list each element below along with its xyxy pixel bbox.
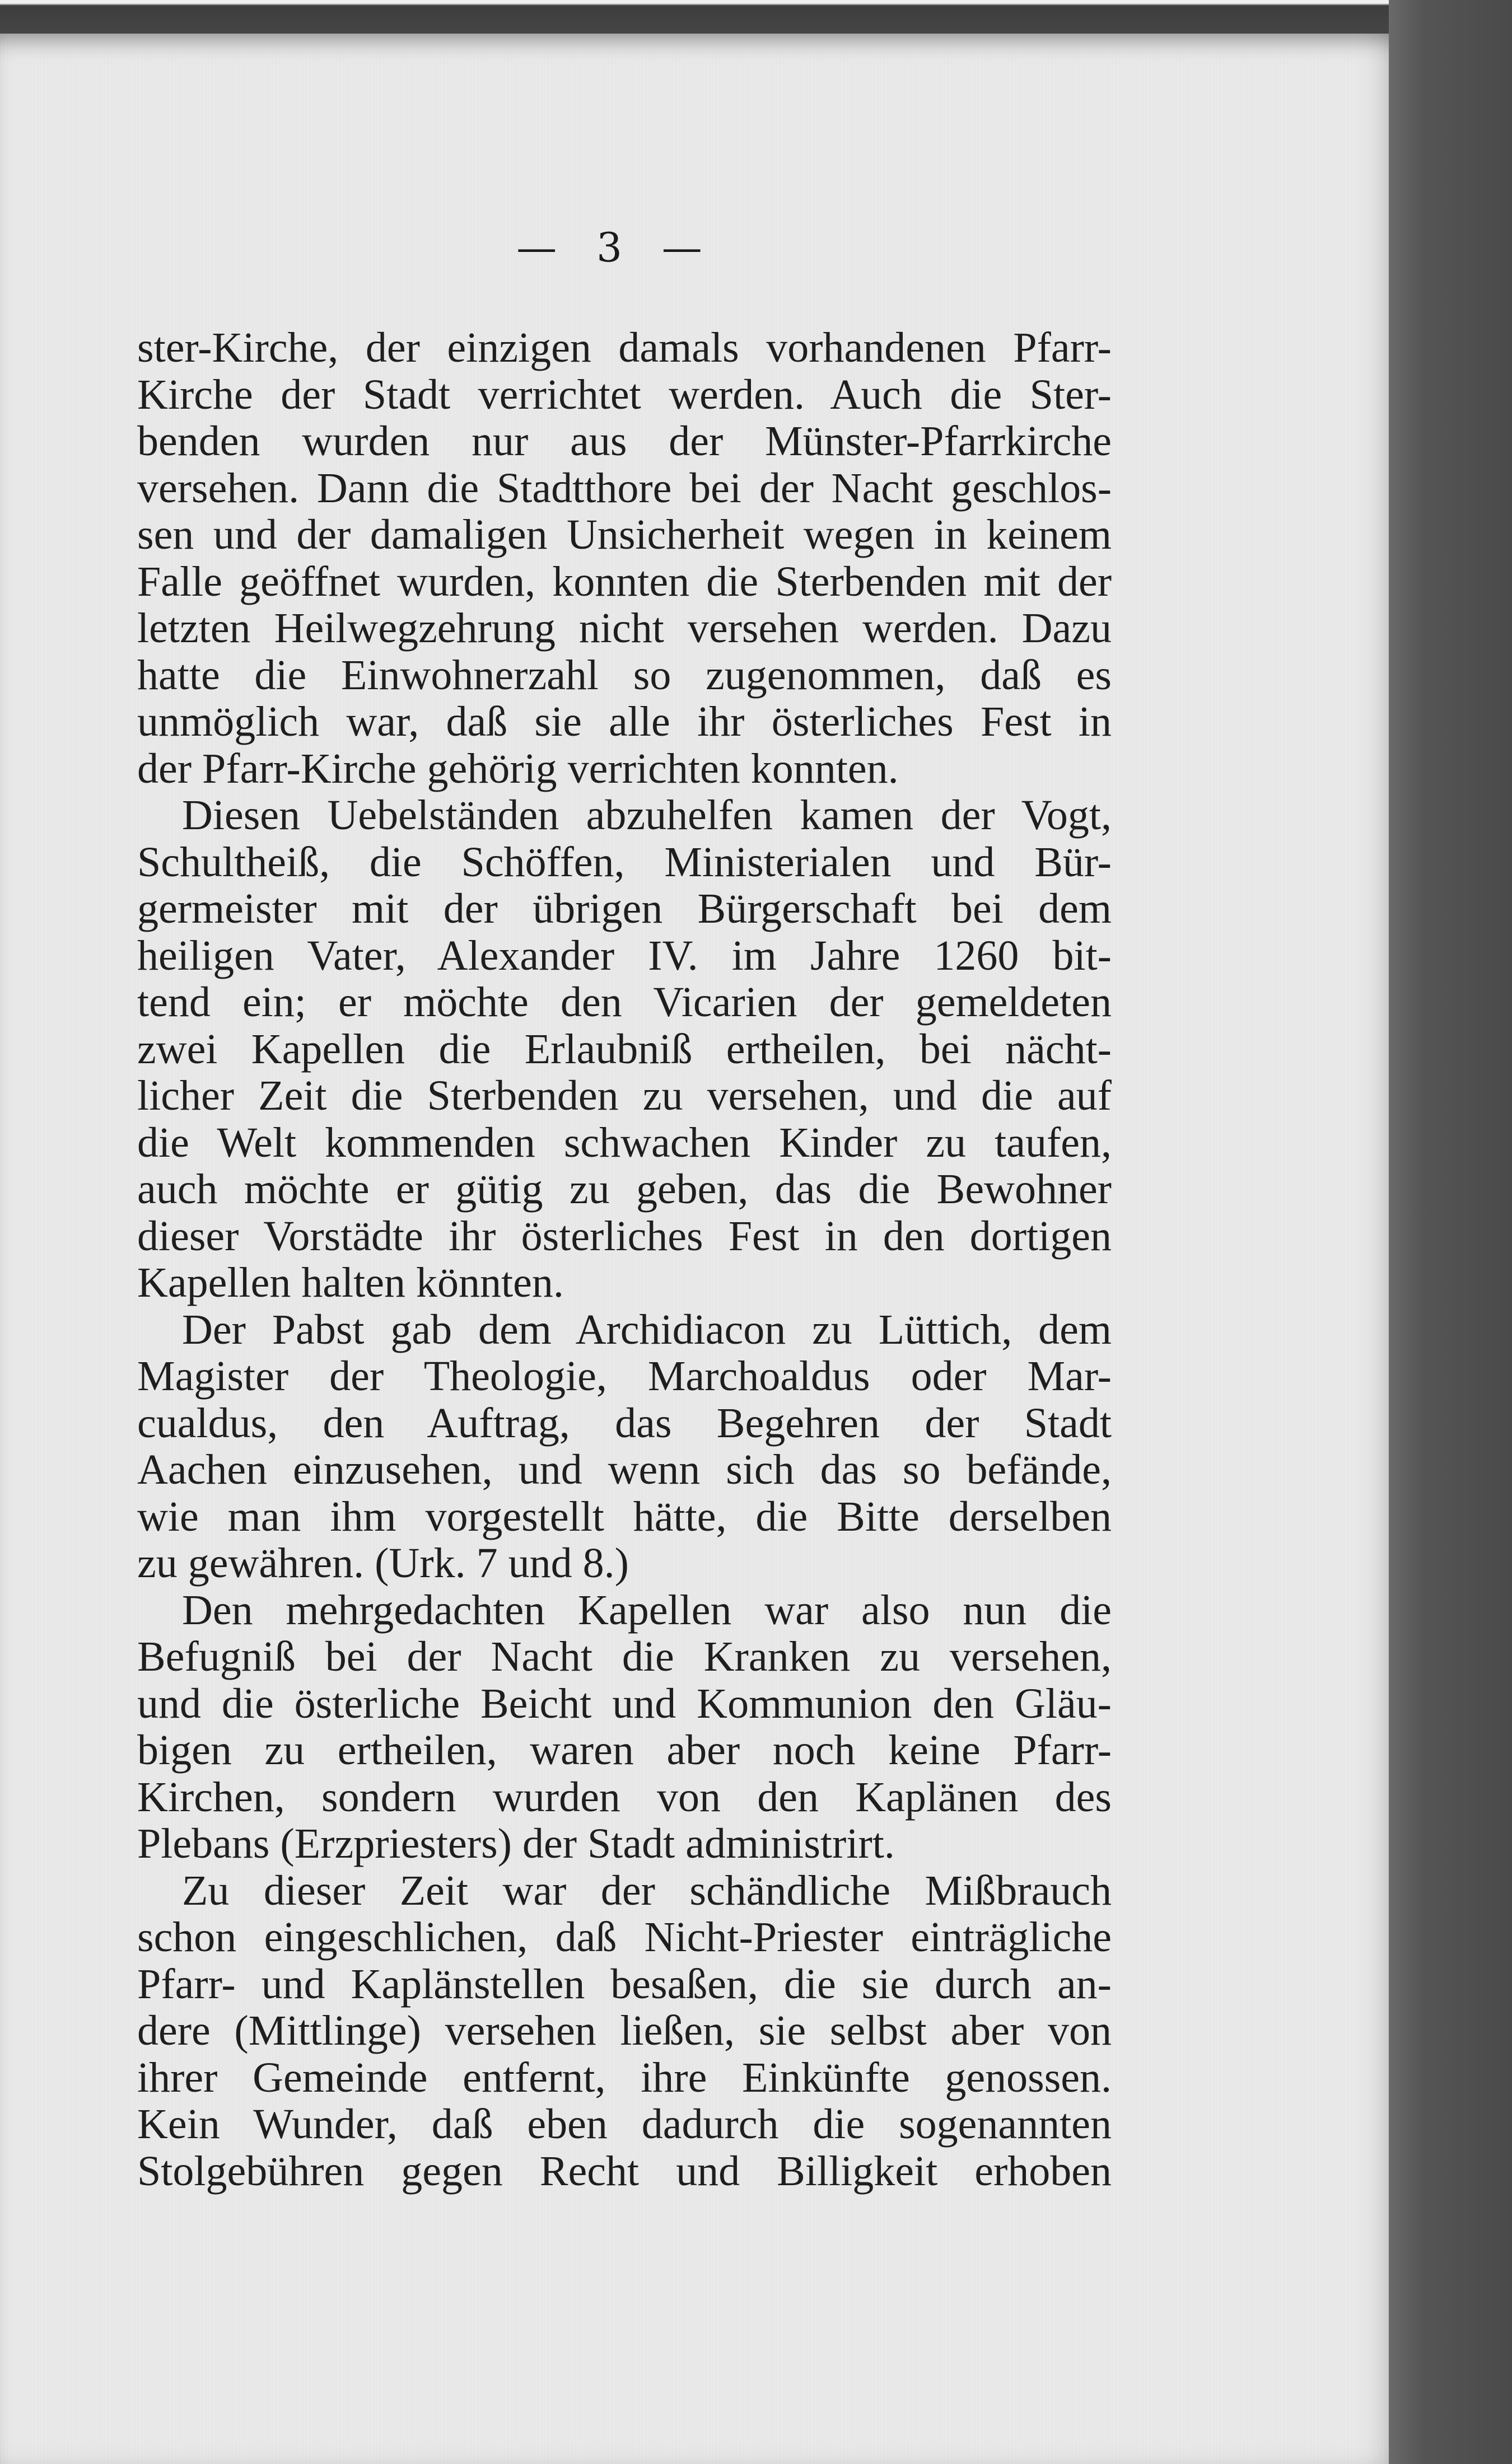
text-line: Kirchen, sondern wurden von den Kaplänen des (137, 1774, 1112, 1821)
text-line: und die österliche Beicht und Kommunion den Gläu- (137, 1680, 1112, 1727)
text-line: Den mehrgedachten Kapellen war also nun die (182, 1587, 1112, 1634)
scan-right-border (1389, 0, 1512, 2464)
scan-top-edge (0, 0, 1512, 34)
text-line: Kapellen halten könnten. (137, 1260, 564, 1306)
text-line: heiligen Vater, Alexander IV. im Jahre 1260 bit- (137, 932, 1112, 979)
text-line: bigen zu ertheilen, waren aber noch keine Pfarr- (137, 1727, 1112, 1774)
text-line: Diesen Uebelständen abzuhelfen kamen der Vogt, (182, 792, 1112, 839)
text-line: benden wurden nur aus der Münster-Pfarrkirche (137, 418, 1112, 465)
text-line: Kirche der Stadt verrichtet werden. Auch die Ster- (137, 371, 1112, 418)
text-line: Falle geöffnet wurden, konnten die Sterbenden mit der (137, 558, 1112, 605)
body-text (137, 325, 1112, 2195)
text-line: sen und der damaligen Unsicherheit wegen in keinem (137, 512, 1112, 558)
text-line: Stolgebühren gegen Recht und Billigkeit erhoben (137, 2148, 1112, 2195)
page-number: — 3 — (516, 224, 716, 271)
text-line: Zu dieser Zeit war der schändliche Mißbrauch (182, 1867, 1112, 1914)
text-line: wie man ihm vorgestellt hätte, die Bitte derselben (137, 1493, 1112, 1540)
text-line: unmöglich war, daß sie alle ihr österliches Fest in (137, 699, 1112, 745)
text-line: zu gewähren. (Urk. 7 und 8.) (137, 1540, 629, 1587)
text-line: licher Zeit die Sterbenden zu versehen, und die auf (137, 1073, 1112, 1119)
text-line: schon eingeschlichen, daß Nicht-Priester einträgliche (137, 1914, 1112, 1961)
text-line: Schultheiß, die Schöffen, Ministerialen und Bür- (137, 839, 1112, 886)
text-line: auch möchte er gütig zu geben, das die Bewohner (137, 1166, 1112, 1213)
text-line: ster-Kirche, der einzigen damals vorhandenen Pfarr- (137, 325, 1112, 371)
text-line: letzten Heilwegzehrung nicht versehen werden. Dazu (137, 605, 1112, 652)
text-line: die Welt kommenden schwachen Kinder zu taufen, (137, 1119, 1112, 1166)
text-line: dere (Mittlinge) versehen ließen, sie selbst aber von (137, 2008, 1112, 2054)
text-line: Befugniß bei der Nacht die Kranken zu versehen, (137, 1634, 1112, 1680)
text-line: Pfarr- und Kaplänstellen besaßen, die sie durch an- (137, 1961, 1112, 2008)
text-line: dieser Vorstädte ihr österliches Fest in den dortigen (137, 1213, 1112, 1260)
text-line: versehen. Dann die Stadtthore bei der Nacht geschlos- (137, 465, 1112, 512)
text-line: Magister der Theologie, Marchoaldus oder Mar- (137, 1353, 1112, 1400)
text-line: Aachen einzusehen, und wenn sich das so befände, (137, 1447, 1112, 1493)
text-line: tend ein; er möchte den Vicarien der gemeldeten (137, 979, 1112, 1026)
text-line: Plebans (Erzpriesters) der Stadt administrirt. (137, 1821, 895, 1867)
text-line: Der Pabst gab dem Archidiacon zu Lüttich, dem (182, 1306, 1112, 1353)
text-line: ihrer Gemeinde entfernt, ihre Einkünfte genossen. (137, 2054, 1112, 2101)
text-line: cualdus, den Auftrag, das Begehren der Stadt (137, 1400, 1112, 1447)
text-line: der Pfarr-Kirche gehörig verrichten konnten. (137, 745, 899, 792)
text-line: zwei Kapellen die Erlaubniß ertheilen, bei nächt- (137, 1026, 1112, 1073)
text-line: germeister mit der übrigen Bürgerschaft bei dem (137, 886, 1112, 932)
text-line: Kein Wunder, daß eben dadurch die sogenannten (137, 2101, 1112, 2148)
text-line: hatte die Einwohnerzahl so zugenommen, daß es (137, 652, 1112, 699)
